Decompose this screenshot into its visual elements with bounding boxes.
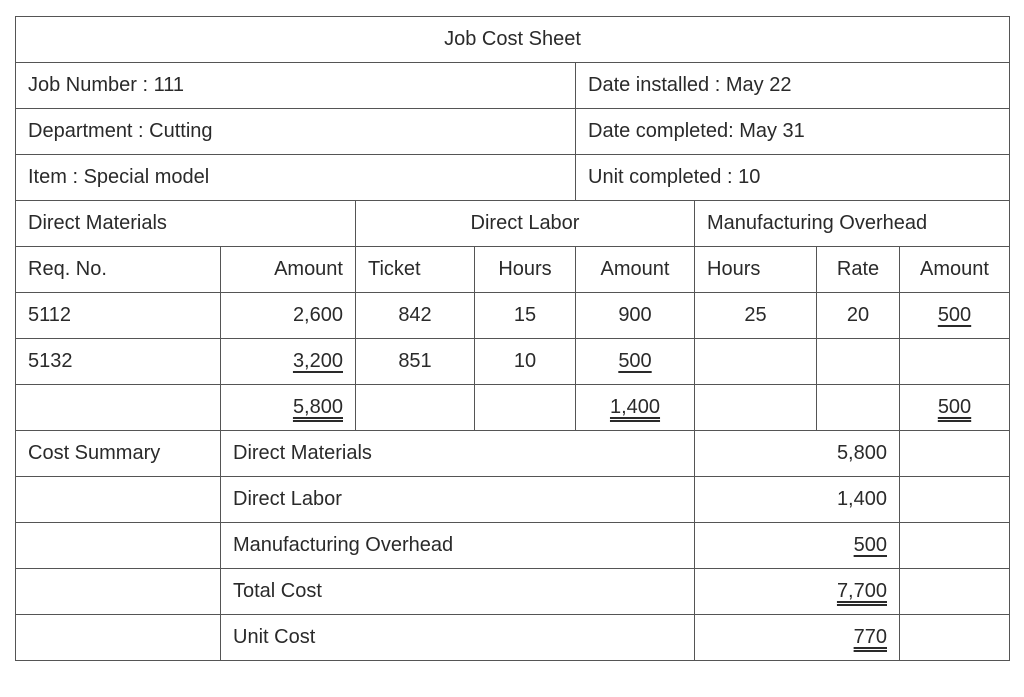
unit-completed: Unit completed : 10	[576, 155, 1010, 201]
empty-cell	[16, 615, 221, 661]
rate-cell: 20	[817, 293, 900, 339]
summary-item-label: Manufacturing Overhead	[221, 523, 695, 569]
section-direct-materials: Direct Materials	[16, 201, 356, 247]
date-completed: Date completed: May 31	[576, 109, 1010, 155]
department: Department : Cutting	[16, 109, 576, 155]
col-dl-amount: Amount	[576, 247, 695, 293]
summary-item-value: 1,400	[695, 477, 900, 523]
dl-amount-cell	[576, 339, 695, 385]
title-row	[16, 17, 1010, 63]
summary-row	[16, 615, 1010, 661]
dl-total-cell	[576, 385, 695, 431]
section-header-row	[16, 201, 1010, 247]
req-no-cell: 5112	[16, 293, 221, 339]
summary-row	[16, 477, 1010, 523]
summary-item-value: 5,800	[695, 431, 900, 477]
dl-amount-cell: 900	[576, 293, 695, 339]
summary-item-label: Direct Labor	[221, 477, 695, 523]
empty-cell	[900, 477, 1010, 523]
mo-total-value: 500	[937, 396, 972, 418]
dm-amount-value: 3,200	[292, 350, 343, 372]
summary-item-label: Direct Materials	[221, 431, 695, 477]
empty-cell	[16, 523, 221, 569]
empty-cell	[900, 569, 1010, 615]
summary-row	[16, 523, 1010, 569]
ticket-cell: 842	[356, 293, 475, 339]
totals-row	[16, 385, 1010, 431]
empty-cell	[356, 385, 475, 431]
summary-item-value: 7,700	[836, 580, 887, 602]
dl-amount-value: 500	[618, 350, 652, 372]
header-row-1	[16, 63, 1010, 109]
mo-hours-cell	[695, 339, 817, 385]
summary-item-value: 770	[853, 626, 887, 648]
col-mo-hours: Hours	[695, 247, 817, 293]
col-req-no: Req. No.	[16, 247, 221, 293]
empty-cell	[900, 523, 1010, 569]
col-mo-amount: Amount	[900, 247, 1010, 293]
mo-amount-cell	[900, 339, 1010, 385]
item: Item : Special model	[16, 155, 576, 201]
rate-cell	[817, 339, 900, 385]
table-row	[16, 293, 1010, 339]
col-dl-hours: Hours	[475, 247, 576, 293]
section-direct-labor: Direct Labor	[356, 201, 695, 247]
header-row-3	[16, 155, 1010, 201]
dm-total-value: 5,800	[292, 396, 343, 418]
empty-cell	[695, 385, 817, 431]
dm-amount-cell	[221, 339, 356, 385]
summary-item-label: Unit Cost	[221, 615, 695, 661]
mo-hours-cell: 25	[695, 293, 817, 339]
mo-total-cell	[900, 385, 1010, 431]
empty-cell	[16, 477, 221, 523]
empty-cell	[817, 385, 900, 431]
col-ticket: Ticket	[356, 247, 475, 293]
summary-item-value-cell	[695, 569, 900, 615]
table-row	[16, 339, 1010, 385]
col-rate: Rate	[817, 247, 900, 293]
dm-total-cell	[221, 385, 356, 431]
dl-hours-cell: 10	[475, 339, 576, 385]
summary-row	[16, 431, 1010, 477]
req-no-cell: 5132	[16, 339, 221, 385]
col-dm-amount: Amount	[221, 247, 356, 293]
header-row-2	[16, 109, 1010, 155]
column-header-row	[16, 247, 1010, 293]
section-manufacturing-overhead: Manufacturing Overhead	[695, 201, 1010, 247]
dl-hours-cell: 15	[475, 293, 576, 339]
summary-item-value: 500	[853, 534, 887, 556]
mo-amount-value: 500	[937, 304, 972, 326]
sheet-title: Job Cost Sheet	[16, 17, 1010, 63]
dl-total-value: 1,400	[609, 396, 661, 418]
empty-cell	[16, 385, 221, 431]
empty-cell	[16, 569, 221, 615]
empty-cell	[900, 615, 1010, 661]
summary-item-value-cell	[695, 615, 900, 661]
job-number: Job Number : 111	[16, 63, 576, 109]
date-installed: Date installed : May 22	[576, 63, 1010, 109]
empty-cell	[900, 431, 1010, 477]
summary-item-value-cell	[695, 523, 900, 569]
cost-summary-label: Cost Summary	[16, 431, 221, 477]
ticket-cell: 851	[356, 339, 475, 385]
summary-item-label: Total Cost	[221, 569, 695, 615]
summary-row	[16, 569, 1010, 615]
empty-cell	[475, 385, 576, 431]
mo-amount-cell	[900, 293, 1010, 339]
job-cost-sheet-table	[15, 16, 1010, 661]
dm-amount-cell: 2,600	[221, 293, 356, 339]
